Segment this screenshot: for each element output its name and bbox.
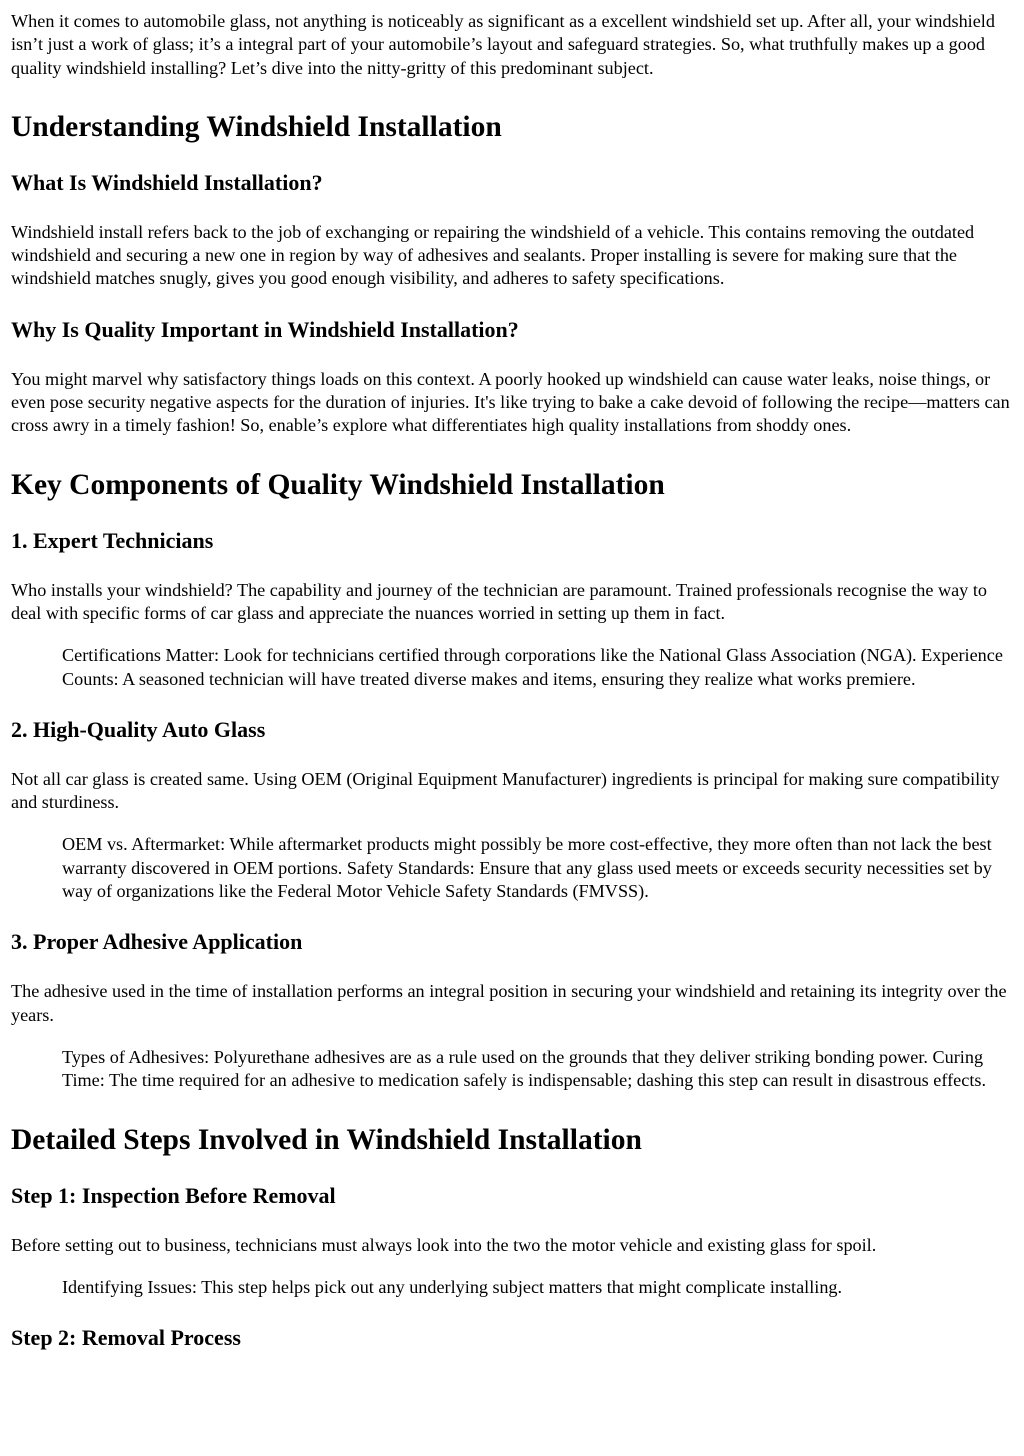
blockquote-adhesive: Types of Adhesives: Polyurethane adhesives are as a rule used on the grounds that they deliver striking bonding power. Curing Time: The time required for an adhesive to medication safely is indispensable; dashing this step can result in disastrous effects.: [62, 1046, 986, 1091]
paragraph-auto-glass: Not all car glass is created same. Using OEM (Original Equipment Manufacturer) ingredients is principal for making sure compatibility and sturdiness.: [11, 768, 1000, 813]
subheading-step-2: Step 2: Removal Process: [11, 1325, 241, 1351]
subheading-adhesive: 3. Proper Adhesive Application: [11, 929, 303, 955]
intro-paragraph: When it comes to automobile glass, not anything is noticeably as significant as a excellent windshield set up. After all, your windshield isn’t just a work of glass; it’s a integral part of your automobile’s layout and safeguard strategies. So, what truthfully makes up a good quality windshield installing? Let’s dive into the nitty-gritty of this predominant subject.: [11, 11, 995, 78]
subheading-step-1: Step 1: Inspection Before Removal: [11, 1182, 336, 1208]
paragraph-step-1: Before setting out to business, technicians must always look into the two the motor vehicle and existing glass for spoil.: [11, 1234, 877, 1255]
paragraph-what-is: Windshield install refers back to the job of exchanging or repairing the windshield of a vehicle. This contains removing the outdated windshield and securing a new one in region by way of adhesives and sealants. Proper installing is severe for making sure that the windshield matches snugly, gives you good enough visibility, and adheres to safety specifications.: [11, 221, 975, 289]
section-heading-detailed-steps: Detailed Steps Involved in Windshield Installation: [11, 1123, 642, 1156]
article: [0, 10, 1024, 1351]
blockquote-expert-technicians: Certifications Matter: Look for technicians certified through corporations like the National Glass Association (NGA). Experience Counts: A seasoned technician will have treated diverse makes and items, ensuring they realize what works premiere.: [62, 645, 1003, 689]
paragraph-why-quality: You might marvel why satisfactory things loads on this context. A poorly hooked up windshield can cause water leaks, noise things, or even pose security negative aspects for the duration of injuries. It's like trying to bake a cake devoid of following the recipe—matters can cross awry in a timely fashion! So, enable’s explore what differentiates high quality installations from shoddy ones.: [11, 368, 1010, 436]
section-heading-key-components: Key Components of Quality Windshield Installation: [11, 468, 665, 501]
subheading-auto-glass: 2. High-Quality Auto Glass: [11, 716, 266, 742]
paragraph-adhesive: The adhesive used in the time of installation performs an integral position in securing your windshield and retaining its integrity over the years.: [11, 981, 1007, 1025]
blockquote-step-1: Identifying Issues: This step helps pick out any underlying subject matters that might complicate installing.: [62, 1276, 843, 1297]
section-heading-understanding: Understanding Windshield Installation: [11, 110, 502, 143]
subheading-why-quality: Why Is Quality Important in Windshield Installation?: [11, 316, 519, 342]
paragraph-expert-technicians: Who installs your windshield? The capability and journey of the technician are paramount. Trained professionals recognise the way to deal with specific forms of car glass and appreciate the nuances worried in setting up them in fact.: [11, 579, 987, 623]
subheading-what-is: What Is Windshield Installation?: [11, 169, 323, 195]
blockquote-auto-glass: OEM vs. Aftermarket: While aftermarket products might possibly be more cost-effective, they more often than not lack the best warranty discovered in OEM portions. Safety Standards: Ensure that any glass used meets or exceeds security necessities set by way of organizations like the Federal Motor Vehicle Safety Standards (FMVSS).: [62, 834, 992, 902]
subheading-expert-technicians: 1. Expert Technicians: [11, 527, 214, 553]
